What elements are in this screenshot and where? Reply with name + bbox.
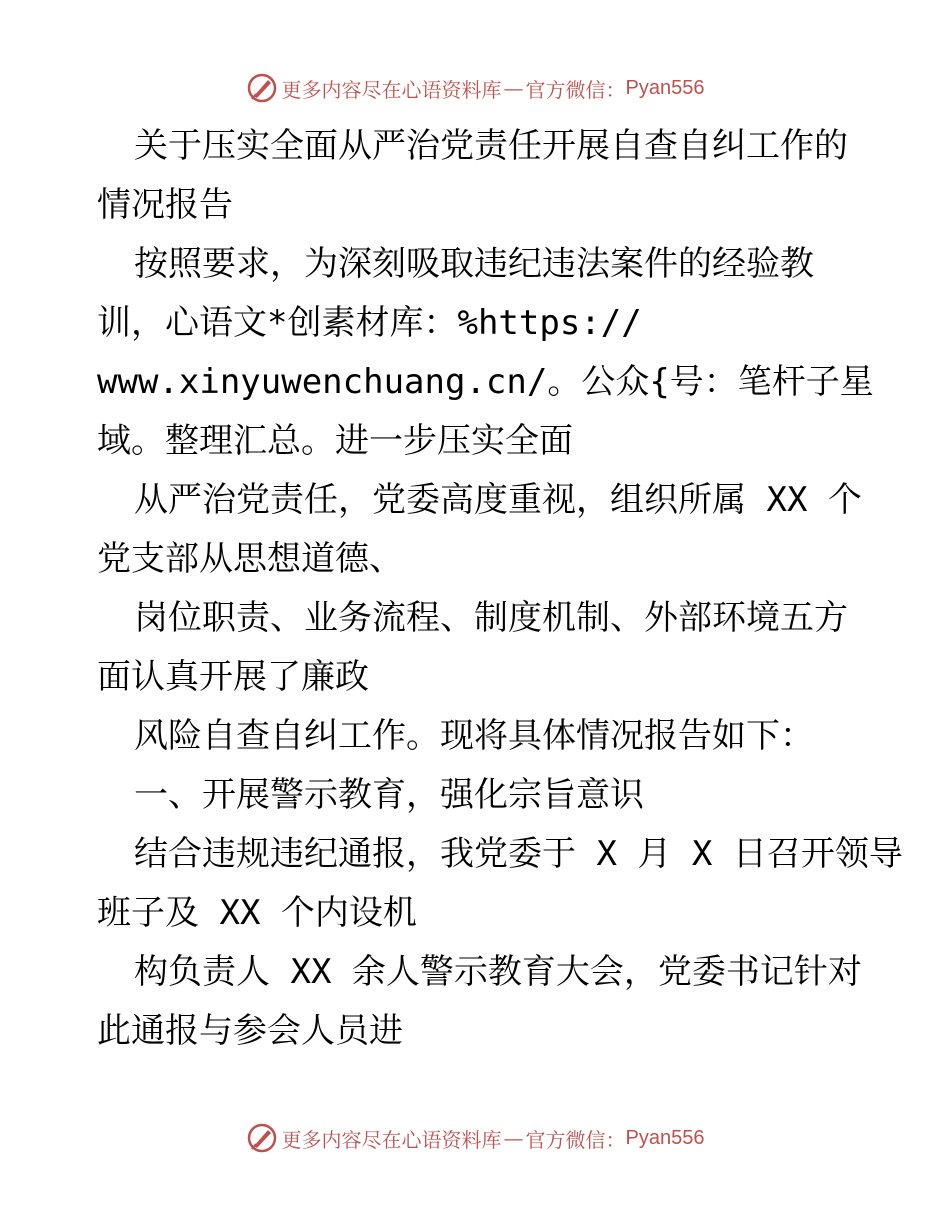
paragraph-line: 风险自查自纠工作。现将具体情况报告如下：: [134, 716, 814, 756]
title-line-2: 情况报告: [97, 185, 233, 225]
paragraph-line: 构负责人 XX 余人警示教育大会，党委书记针对: [134, 952, 862, 992]
footer-banner: [0, 1122, 950, 1154]
section-heading: 一、开展警示教育，强化宗旨意识: [134, 775, 644, 815]
banner-wechat-id: Pyan556: [625, 1126, 705, 1149]
paragraph-line: 从严治党责任，党委高度重视，组织所属 XX 个: [134, 480, 862, 520]
banner-text: 更多内容尽在心语资料库: [281, 1127, 502, 1152]
paragraph-line: 训，心语文*创素材库：%https://: [97, 303, 642, 343]
banner-text: 更多内容尽在心语资料库: [281, 77, 502, 102]
title-line-1: 关于压实全面从严治党责任开展自查自纠工作的: [134, 126, 848, 166]
banner-wechat-label: 官方微信：: [525, 1127, 626, 1152]
paragraph-line: 岗位职责、业务流程、制度机制、外部环境五方: [134, 598, 848, 638]
banner-wechat-id: Pyan556: [625, 76, 705, 99]
header-banner: [0, 72, 950, 104]
paragraph-line: 此通报与参会人员进: [97, 1011, 403, 1051]
quill-pen-logo-icon: [246, 1122, 278, 1154]
paragraph-line: 面认真开展了廉政: [97, 657, 369, 697]
document-body: [97, 117, 903, 1061]
banner-wechat-label: 官方微信：: [525, 77, 626, 102]
banner-separator: —: [503, 1126, 524, 1150]
banner-separator: —: [503, 76, 524, 100]
paragraph-line: 按照要求，为深刻吸取违纪违法案件的经验教: [134, 244, 814, 284]
paragraph-line: 班子及 XX 个内设机: [97, 893, 417, 933]
quill-pen-logo-icon: [246, 72, 278, 104]
paragraph-line: 结合违规违纪通报，我党委于 X 月 X 日召开领导: [134, 834, 903, 874]
paragraph-line: 域。整理汇总。进一步压实全面: [97, 421, 573, 461]
paragraph-line: 党支部从思想道德、: [97, 539, 403, 579]
paragraph-line: www.xinyuwenchuang.cn/。公众{号：笔杆子星: [97, 362, 874, 402]
